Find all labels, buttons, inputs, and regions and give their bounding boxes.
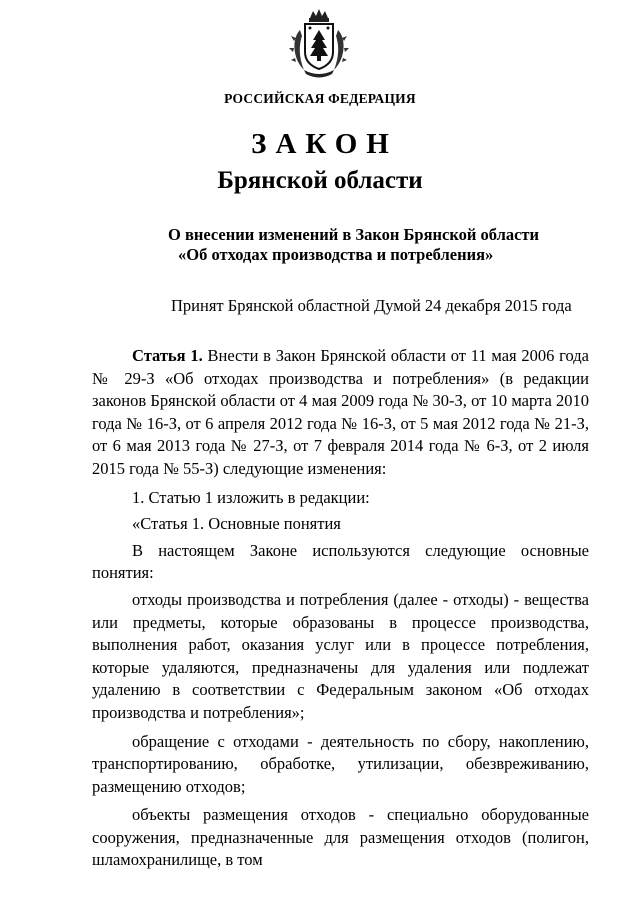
subject-line-2: «Об отходах производства и потребления» bbox=[178, 245, 494, 264]
region-heading: Брянской области bbox=[217, 167, 423, 194]
document-type-heading: ЗАКОН bbox=[251, 128, 398, 160]
article-1-text: Внести в Закон Брянской области от 11 мая 2006 года № 29-З «Об отходах производства и потребления» (в редакции законов Брянской области от 4 мая 2009 года № 30-З, от 10 марта 2010 года № 16-З, от 6 апреля 2012 года № 16-З, от 5 мая 2012 года № 21-З, от 6 мая 2013 года № 27-З, от 7 февраля 2014 года № 6-З, от 2 июля 2015 года № 55-З) следующие изменения: bbox=[92, 346, 589, 478]
paragraph: 1. Статью 1 изложить в редакции: bbox=[132, 487, 370, 507]
paragraph: «Статья 1. Основные понятия bbox=[132, 514, 341, 534]
coat-of-arms-icon bbox=[286, 8, 352, 80]
paragraph: обращение с отходами - деятельность по сбору, накоплению, транспортированию, обработке, утилизации, обезвреживанию, размещению отходов; bbox=[92, 731, 589, 796]
country-heading: РОССИЙСКАЯ ФЕДЕРАЦИЯ bbox=[224, 91, 416, 106]
law-body bbox=[92, 345, 589, 878]
adoption-line: Принят Брянской областной Думой 24 декабря 2015 года bbox=[171, 296, 572, 315]
article-1-label: Статья 1. bbox=[132, 346, 203, 365]
paragraph: отходы производства и потребления (далее - отходы) - вещества или предметы, которые образованы в процессе производства, выполнения работ, оказания услуг или в процессе потребления, которые удаляются, предназначены для удаления или подлежат удалению в соответствии с Федеральным законом «Об отходах производства и потребления»; bbox=[92, 589, 589, 722]
article-1-paragraph bbox=[92, 345, 589, 481]
paragraph: объекты размещения отходов - специально оборудованные сооружения, предназначенные для размещения отходов (полигон, шламохранилище, в том bbox=[92, 805, 589, 870]
paragraph: В настоящем Законе используются следующие основные понятия: bbox=[92, 540, 589, 583]
subject-line-1: О внесении изменений в Закон Брянской области bbox=[168, 225, 540, 244]
